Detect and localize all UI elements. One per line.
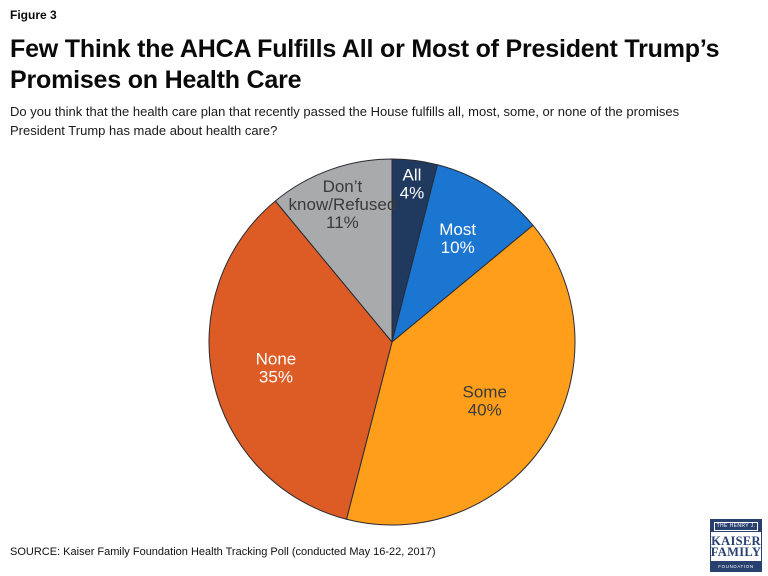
pie-label-some: Some 40% (462, 382, 507, 420)
kff-logo (710, 519, 762, 572)
chart-title-line-1: Few Think the AHCA Fulfills All or Most of President Trump’s (10, 35, 720, 63)
kff-logo-name (711, 532, 761, 561)
survey-question (10, 102, 762, 140)
pie-label-all: All 4% (399, 165, 425, 203)
pie-chart (202, 152, 582, 532)
figure-label: Figure 3 (10, 8, 57, 22)
kff-logo-henry-text: THE HENRY J. (714, 522, 759, 531)
chart-title-line-2: Promises on Health Care (10, 66, 302, 94)
kff-logo-kaiser-text: KAISER (711, 533, 761, 548)
kff-logo-family-text: FAMILY (710, 544, 762, 559)
chart-title (10, 34, 762, 96)
survey-question-line-1: Do you think that the health care plan that recently passed the House fulfills all, most, some, or none of the promises (10, 104, 680, 119)
pie-label-dont-know-refused: Don’t know/Refused 11% (288, 176, 397, 232)
kff-logo-foundation-text: FOUNDATION (711, 561, 761, 571)
pie-label-most: Most 10% (439, 219, 477, 257)
source-note: SOURCE: Kaiser Family Foundation Health Tracking Poll (conducted May 16-22, 2017) (10, 546, 436, 558)
survey-question-line-2: President Trump has made about health care? (10, 123, 278, 138)
kff-logo-top-bar (711, 520, 761, 532)
pie-label-none: None 35% (255, 349, 297, 387)
